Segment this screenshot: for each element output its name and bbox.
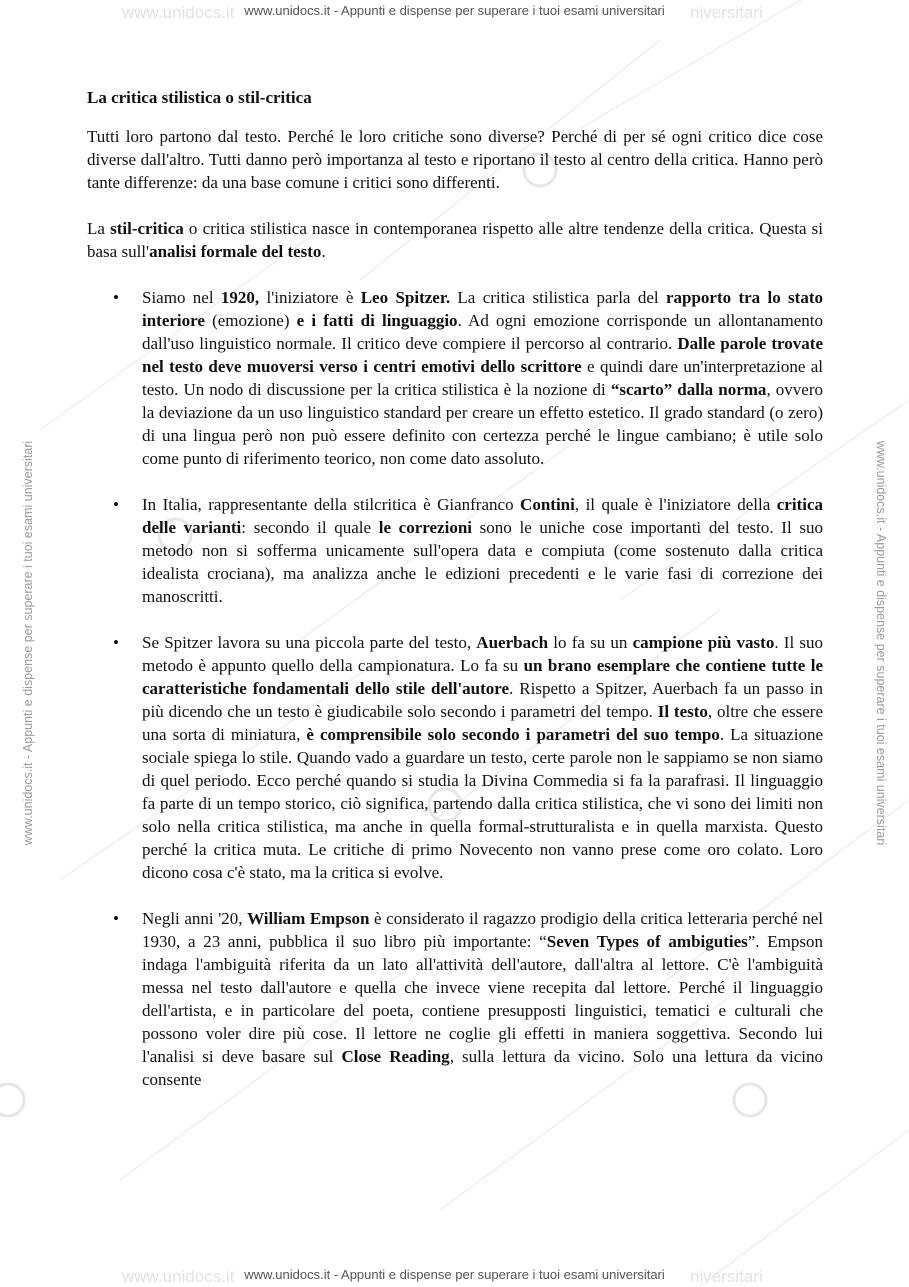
bold-run: un brano esemplare che contiene tutte le caratteristiche fondamentali dello stile dell'autore [142, 656, 823, 698]
document-body [87, 86, 823, 1114]
text-run: . Ad ogni emozione corrisponde un allontanamento dall'uso linguistico normale. Il critico deve compiere il percorso al contrario. [142, 311, 823, 353]
text-run: La [87, 219, 111, 238]
bold-run: le correzioni [378, 518, 472, 537]
text-run: lo fa su un [548, 633, 633, 652]
text-run: , oltre che essere una sorta di miniatura, [142, 702, 823, 744]
text-run: e quindi dare un'interpretazione al testo. Un nodo di discussione per la critica stilistica è la nozione di [142, 357, 823, 399]
list-item-contini [87, 493, 823, 608]
bullet-marker: • [113, 288, 119, 307]
bullet-list [87, 286, 823, 1091]
bold-run: stil-critica [110, 219, 184, 238]
text-run: sono le uniche cose importanti del testo. Il suo metodo non si sofferma unicamente sull'opera data e compiuta (come sostenuto dalla critica idealista crociana), ma analizza anche le edizioni precedenti e le varie fasi di correzione dei manoscritti. [142, 518, 823, 606]
text-run: . La situazione sociale spiega lo stile. Quando vado a guardare un testo, certe parole non le sappiamo se non siamo di quel periodo. Ecco perché quando si studia la Divina Commedia si fa la parafrasi. Il linguaggio fa parte di un tempo storico, ciò significa, partendo dalla critica stilistica, che vi sono dei limiti non solo nella critica stilistica, ma anche in quella formal-strutturalista e in quella marxista. Questo perché la critica muta. Le critiche di primo Novecento non vanno prese come oro colato. Loro dicono cosa c'è stato, ma la critica si evolve. [142, 725, 823, 882]
bold-run: Contini [520, 495, 575, 514]
text-run: : secondo il quale [241, 518, 379, 537]
list-item-spitzer [87, 286, 823, 470]
text-run: Negli anni '20, [142, 909, 248, 928]
list-item-auerbach [87, 631, 823, 884]
text-run: , il quale è l'iniziatore della [574, 495, 777, 514]
text-run: In Italia, rappresentante della stilcritica è Gianfranco [142, 495, 521, 514]
watermark-side-left: www.unidocs.it - Appunti e dispense per superare i tuoi esami universitari [21, 440, 35, 846]
text-run: . [321, 242, 326, 261]
watermark-side-right: www.unidocs.it - Appunti e dispense per superare i tuoi esami universitari [874, 440, 888, 846]
text-run: , ovvero la deviazione da un uso linguistico standard per creare un effetto estetico. Il grado standard (o zero) di una lingua però non può essere definito con certezza perché le lingue cambiano; è utile solo come punto di riferimento teorico, non come dato assoluto. [142, 380, 823, 468]
bold-run: è comprensibile solo secondo i parametri del suo tempo [306, 725, 720, 744]
text-run: Se Spitzer lavora su una piccola parte del testo, [142, 633, 477, 652]
list-item-empson [87, 907, 823, 1091]
watermark-footer: www.unidocs.it - Appunti e dispense per superare i tuoi esami universitari [244, 1267, 665, 1282]
bold-run: Il testo [657, 702, 708, 721]
watermark-ghost-left-bottom: www.unidocs.it [122, 1267, 235, 1286]
bold-run: “scarto” dalla norma [610, 380, 767, 399]
text-run: l'iniziatore è [259, 288, 361, 307]
watermark-ghost-left: www.unidocs.it [122, 3, 235, 22]
bold-run: Seven Types of ambiguties [546, 932, 748, 951]
bold-run: Close Reading [341, 1047, 450, 1066]
text-run: . Il suo metodo è appunto quello della campionatura. Lo fa su [142, 633, 823, 675]
intro-paragraph: Tutti loro partono dal testo. Perché le loro critiche sono diverse? Perché di per sé ogni critico dice cose diverse dall'altro. Tutti danno però importanza al testo e riportano il testo al centro della critica. Hanno però tante differenze: da una base comune i critici sono differenti. [87, 127, 823, 192]
text-run: è considerato il ragazzo prodigio della critica letteraria perché nel 1930, a 23 anni, pubblica il suo libro più importante: “ [142, 909, 823, 951]
bold-run: e i fatti di linguaggio [296, 311, 458, 330]
bold-run: analisi formale del testo [149, 242, 322, 261]
text-run: ”. Empson indaga l'ambiguità riferita da un lato all'attività dell'autore, dall'altra al lettore. C'è l'ambiguità messa nel testo dall'autore e quella che invece viene recepita dal lettore. Perché il linguaggio dell'artista, e in particolare del poeta, contiene presupposti linguistici, tematici e culturali che possono voler dire più cose. Il lettore ne coglie gli effetti in maniera soggettiva. Secondo lui l'analisi si deve basare sul [142, 932, 823, 1066]
watermark-ghost-right-bottom: niversitari [690, 1267, 763, 1286]
text-run: Siamo nel [142, 288, 221, 307]
watermark-ghost-right: niversitari [690, 3, 763, 22]
bold-run: William Empson [247, 909, 370, 928]
stilcritica-paragraph [87, 217, 823, 263]
bullet-marker: • [113, 633, 119, 652]
text-run: , sulla lettura da vicino. Solo una lettura da vicino consente [142, 1047, 824, 1089]
bold-run: critica delle varianti [142, 495, 823, 537]
bold-run: Leo Spitzer. [360, 288, 451, 307]
bold-run: Dalle parole trovate nel testo deve muoversi verso i centri emotivi dello scrittore [142, 334, 823, 376]
text-run: o critica stilistica nasce in contemporanea rispetto alle altre tendenze della critica. Questa si basa sull' [87, 219, 823, 261]
bold-run: rapporto tra lo stato interiore [142, 288, 823, 330]
watermark-header: www.unidocs.it - Appunti e dispense per superare i tuoi esami universitari [244, 3, 665, 18]
text-run: (emozione) [204, 311, 297, 330]
bold-run: 1920, [220, 288, 260, 307]
text-run: La critica stilistica parla del [450, 288, 666, 307]
text-run: . Rispetto a Spitzer, Auerbach fa un passo in più dicendo che un testo è giudicabile solo secondo i parametri del tempo. [142, 679, 823, 721]
bullet-marker: • [113, 909, 119, 928]
bullet-marker: • [113, 495, 119, 514]
bold-run: campione più vasto [632, 633, 775, 652]
bold-run: Auerbach [476, 633, 549, 652]
document-title: La critica stilistica o stil-critica [87, 88, 312, 107]
